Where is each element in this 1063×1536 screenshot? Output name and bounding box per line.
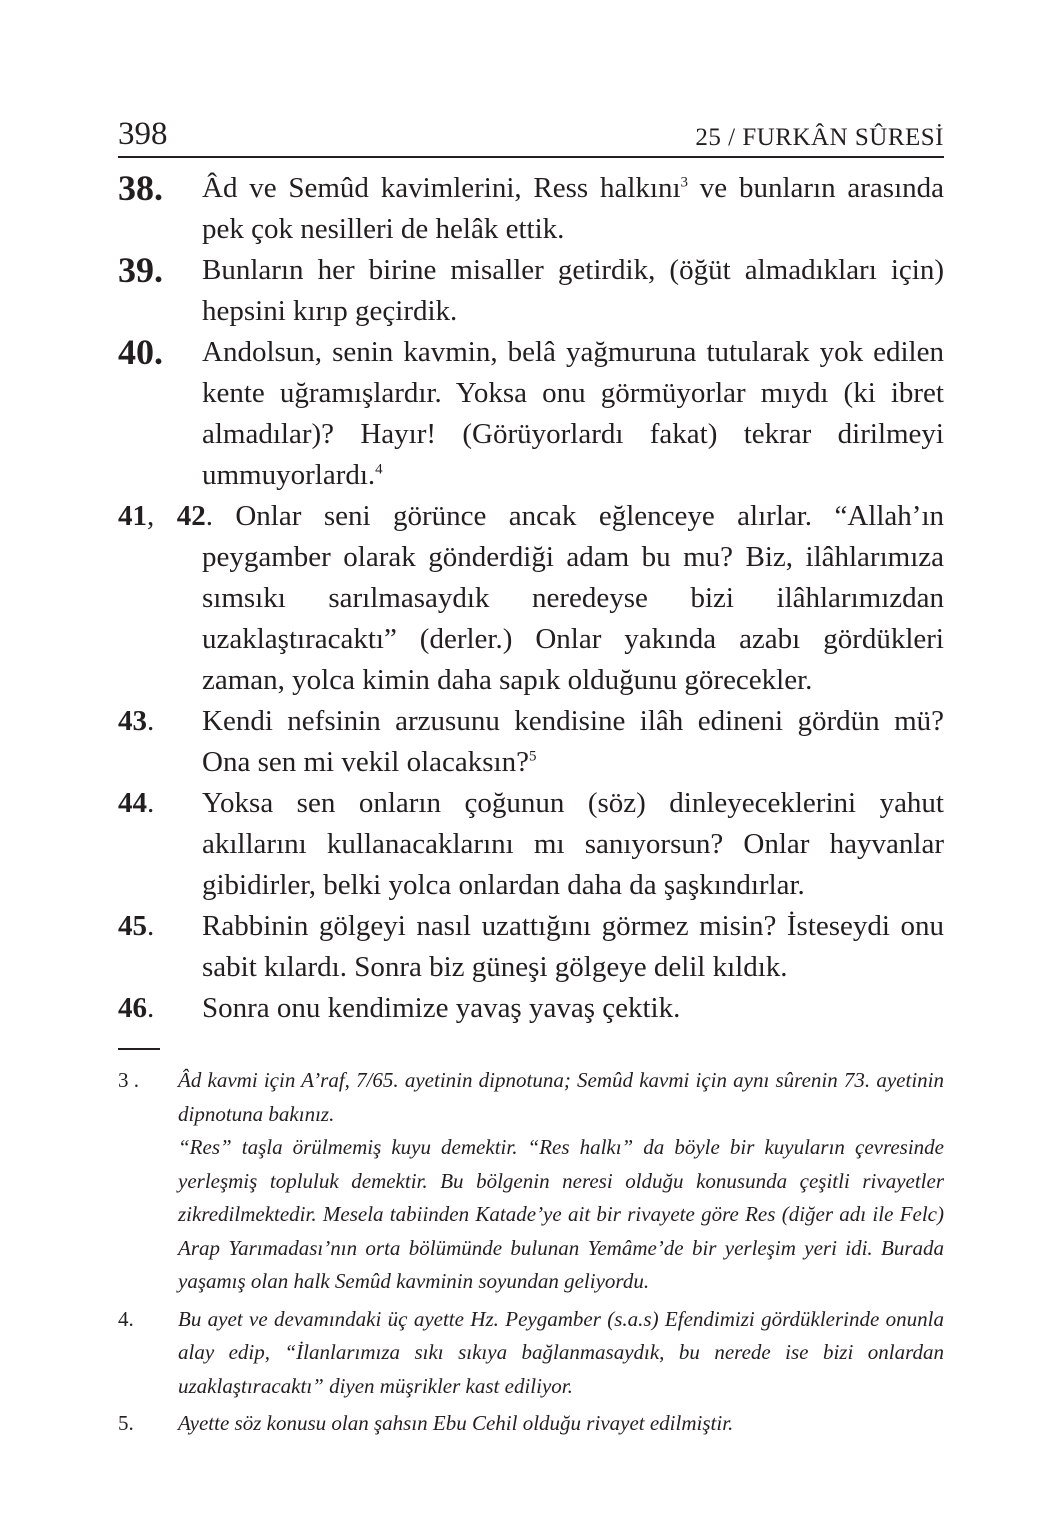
verse-number: 42	[176, 500, 206, 532]
footnote-number: 5.	[118, 1411, 134, 1435]
footnote-text: Bu ayet ve devamındaki üç ayette Hz. Peygamber (s.a.s) Efendimizi gördüklerinde onunla alay edip, “İlanlarımıza sıkı sıkıya bağlanmasaydık, bu nerede ise bizi onlardan uzaklaştıracaktı” diyen müşrikler kast ediliyor.	[178, 1306, 944, 1398]
verse-number: 46.	[118, 992, 155, 1024]
footnotes	[118, 1064, 944, 1445]
verse-number: 45.	[118, 910, 155, 942]
verse-number: 44.	[118, 787, 155, 819]
verse-40	[118, 332, 944, 496]
footnote-text: Âd kavmi için A’raf, 7/65. ayetinin dipnotuna; Semûd kavmi için aynı sûrenin 73. ayetinin dipnotuna bakınız. “Res” taşla örülmemiş kuyu demektir. “Res halkı” da böyle bir kuyuların çevresinde yerleşmiş topluluk demektir. Bu bölgenin neresi olduğu konusunda çeşitli rivayetler zikredilmektedir. Mesela tabiinden Katade’ye ait bir rivayete göre Res (diğer adı ile Felc) Arap Yarımadası’nın orta bölümünde bulunan Yemâme’de bir yerleşim yeri idi. Burada yaşamış olan halk Semûd kavminin soyundan geliyordu.	[178, 1068, 944, 1293]
page-number: 398	[118, 116, 168, 152]
verse-38	[118, 168, 944, 250]
footnote-3	[118, 1064, 944, 1299]
verse-text: Yoksa sen onların çoğunun (söz) dinleyeceklerini yahut akıllarını kullanacaklarını mı sanıyorsun? Onlar hayvanlar gibidirler, belki yolca onlardan daha da şaşkındırlar.	[202, 787, 944, 901]
verse-text: Bunların her birine misaller getirdik, (öğüt almadıkları için) hepsini kırıp geçirdik.	[202, 254, 944, 327]
verse-number: 39.	[118, 250, 163, 290]
verse-46	[118, 988, 944, 1029]
verse-43	[118, 701, 944, 783]
footnote-4	[118, 1303, 944, 1404]
verse-number: 38.	[118, 168, 163, 208]
verse-39	[118, 250, 944, 332]
verse-text: Onlar seni görünce ancak eğlenceye alırlar. “Allah’ın peygamber olarak gönderdiği adam bu mu? Biz, ilâhlarımıza sımsıkı sarılmasaydık neredeyse bizi ilâhlarımızdan uzaklaştıracaktı” (derler.) Onlar yakında azabı gördükleri zaman, yolca kimin daha sapık olduğunu görecekler.	[202, 500, 944, 696]
verse-list	[118, 168, 944, 1029]
verse-text: Sonra onu kendimize yavaş yavaş çektik.	[202, 992, 681, 1024]
running-title: 25 / FURKÂN SÛRESİ	[695, 124, 944, 151]
verse-number: 40.	[118, 332, 163, 372]
verse-number: 41	[118, 500, 147, 532]
footnote-5	[118, 1407, 944, 1441]
verse-41-42: 41, 42. Onlar seni görünce ancak eğlenceye alırlar. “Allah’ın peygamber olarak gönderdiği adam bu mu? Biz, ilâhlarımıza sımsıkı sarılmasaydık neredeyse bizi ilâhlarımızdan uzaklaştıracaktı” (derler.) Onlar yakında azabı gördükleri zaman, yolca kimin daha sapık olduğunu görecekler.	[118, 500, 944, 696]
footnote-separator	[118, 1048, 160, 1050]
page-header	[118, 112, 944, 158]
verse-number: 43.	[118, 705, 155, 737]
footnote-number: 3 .	[118, 1068, 139, 1092]
verse-text: Âd ve Semûd kavimlerini, Ress halkını$^3$ ve bunların arasında pek çok nesilleri de helâk ettik.	[202, 172, 944, 245]
verse-text: Andolsun, senin kavmin, belâ yağmuruna tutularak yok edilen kente uğramışlardır. Yoksa onu görmüyorlar mıydı (ki ibret almadılar)? Hayır! (Görüyorlardı fakat) tekrar dirilmeyi ummuyorlardı.$^4$	[202, 336, 944, 491]
footnote-ref[interactable]: 4	[375, 461, 383, 478]
verse-45	[118, 906, 944, 988]
verse-text: Rabbinin gölgeyi nasıl uzattığını görmez misin? İsteseydi onu sabit kılardı. Sonra biz güneşi gölgeye delil kıldık.	[202, 910, 944, 983]
footnote-ref[interactable]: 3	[680, 174, 689, 191]
footnote-number: 4.	[118, 1306, 134, 1331]
verse-text: Kendi nefsinin arzusunu kendisine ilâh edineni gördün mü? Ona sen mi vekil olacaksın?$^5$	[202, 705, 944, 778]
footnote-text: Ayette söz konusu olan şahsın Ebu Cehil olduğu rivayet edilmiştir.	[178, 1411, 734, 1435]
verse-44	[118, 783, 944, 906]
footnote-ref[interactable]: 5	[528, 748, 537, 765]
